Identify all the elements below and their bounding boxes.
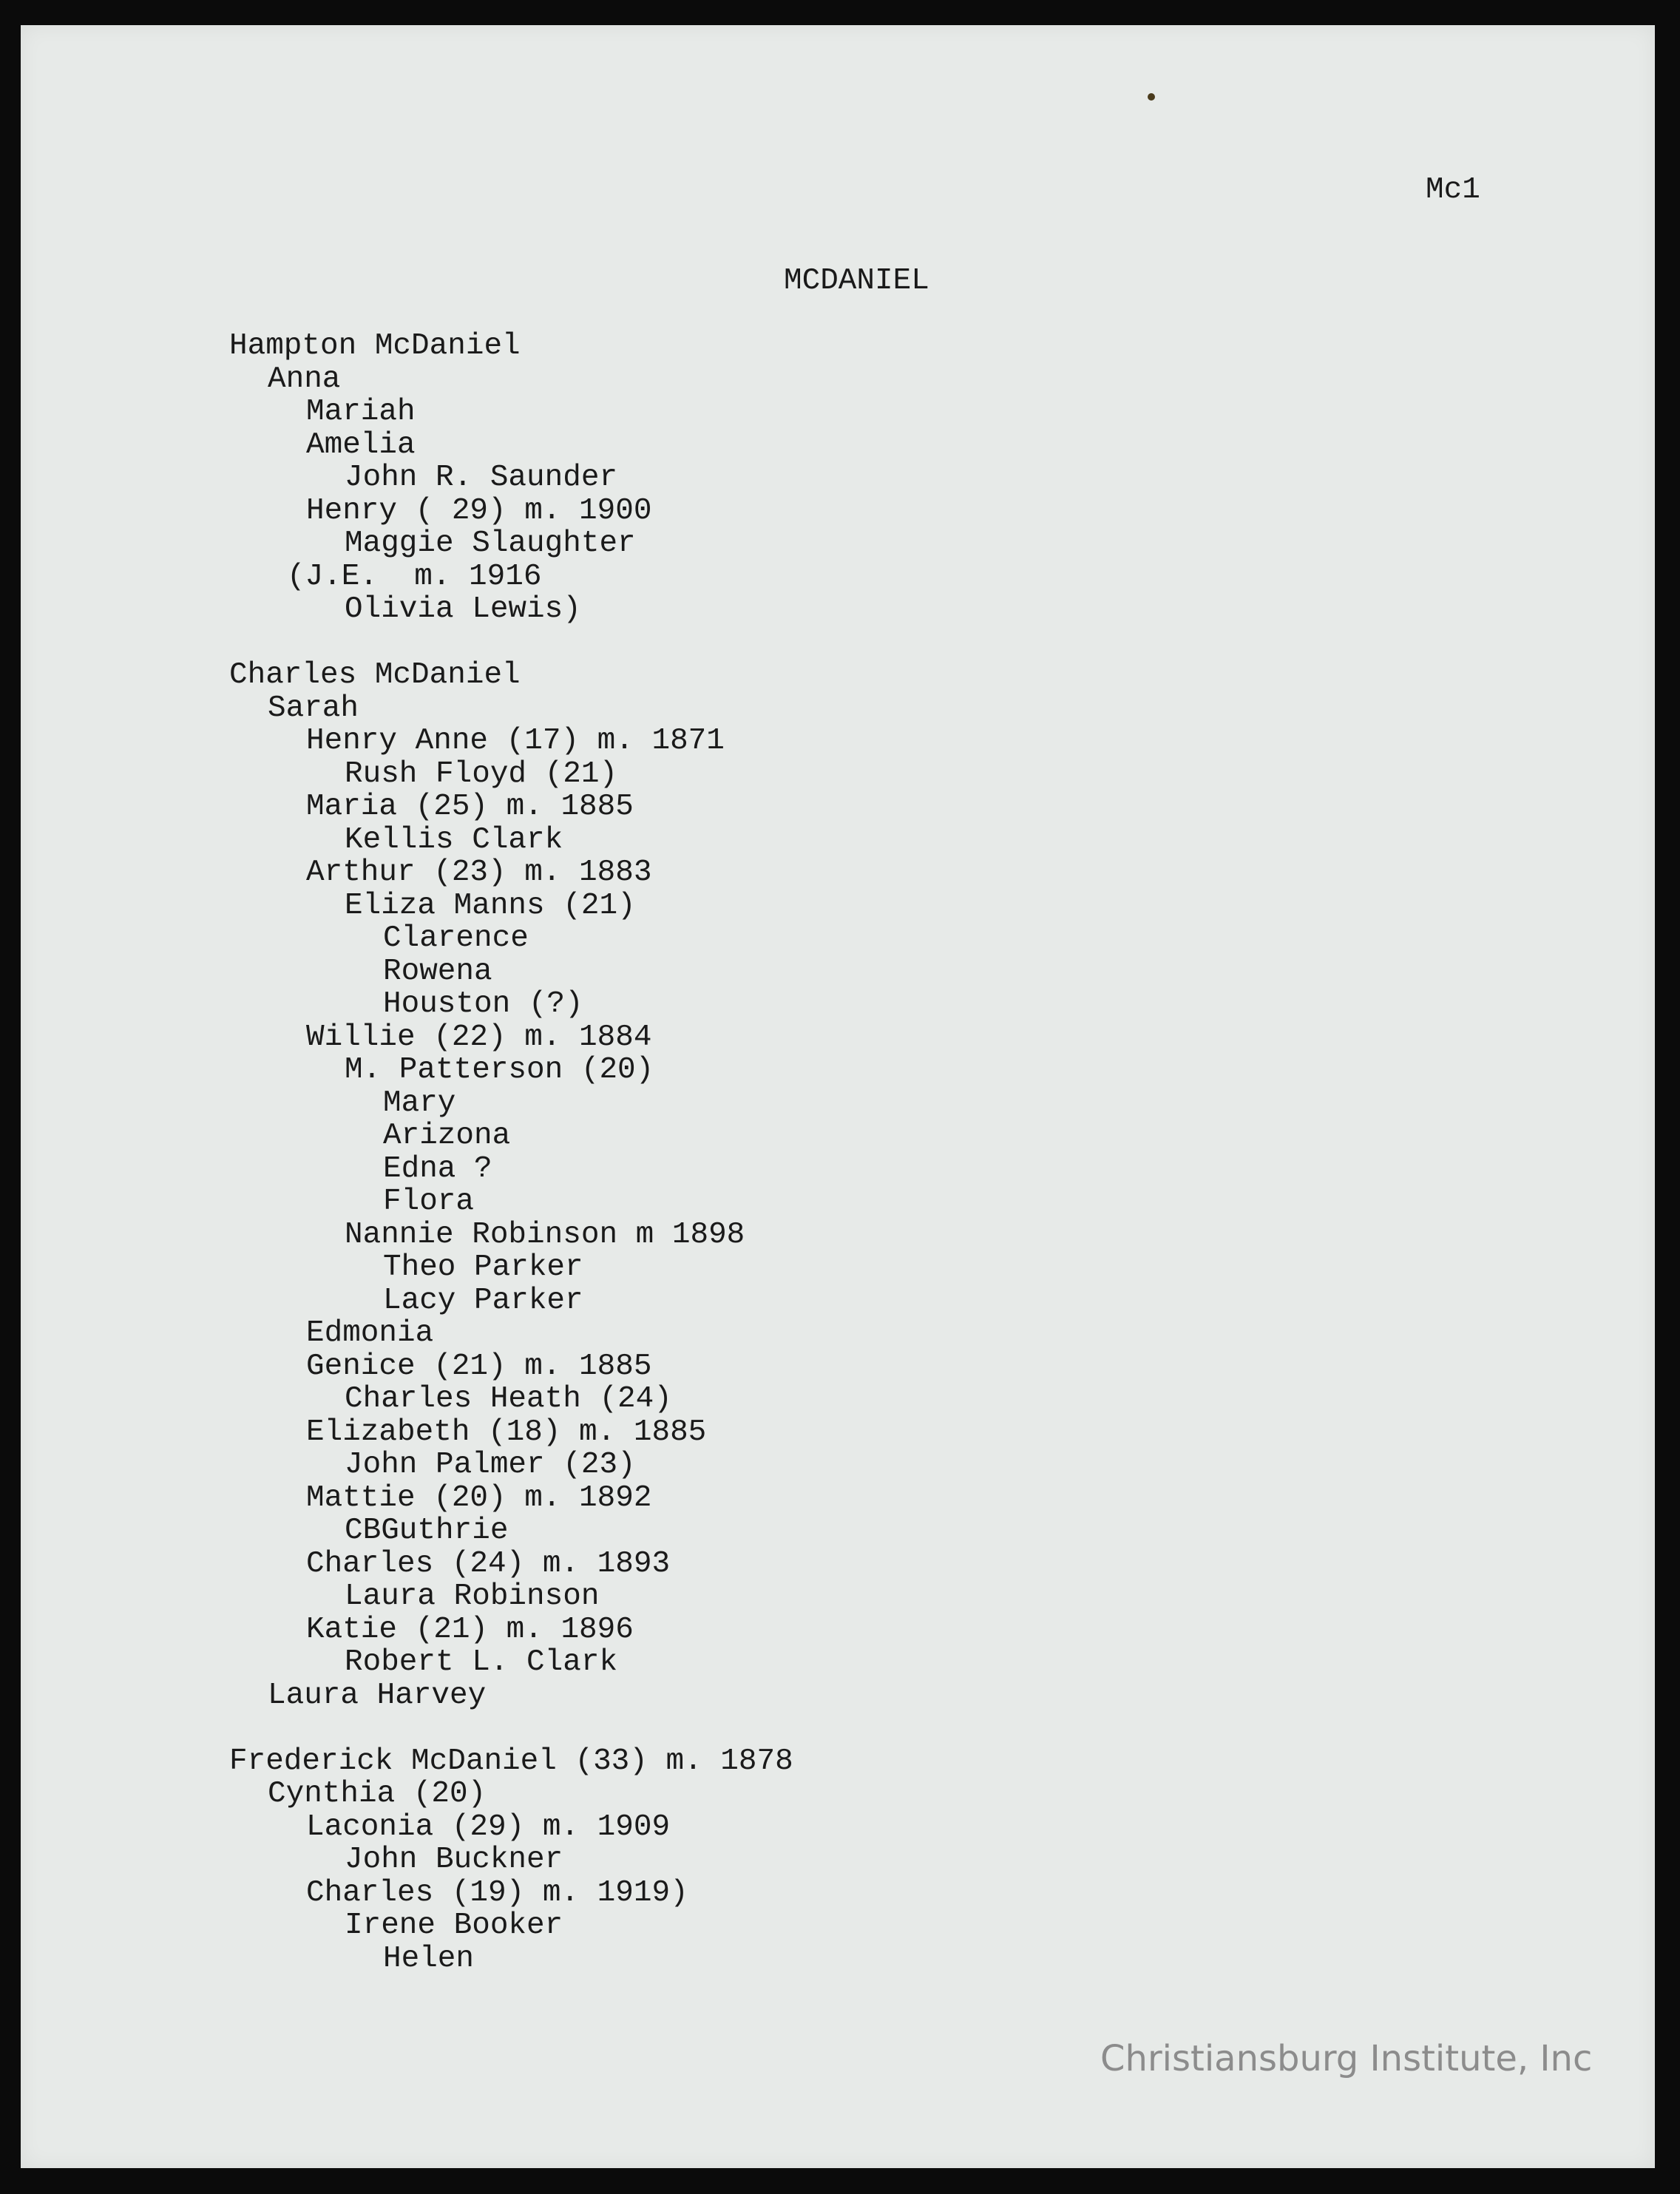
document-page xyxy=(21,25,1655,2168)
watermark: Christiansburg Institute, Inc xyxy=(1100,2038,1593,2079)
genealogy-line: CBGuthrie xyxy=(345,1514,509,1548)
genealogy-line: Amelia xyxy=(306,427,416,462)
genealogy-line: Maria (25) m. 1885 xyxy=(306,790,634,824)
genealogy-line: Edna ? xyxy=(383,1151,492,1186)
genealogy-line: Henry Anne (17) m. 1871 xyxy=(306,724,725,758)
genealogy-line: Anna xyxy=(268,362,341,396)
genealogy-line: Edmonia xyxy=(306,1316,434,1350)
genealogy-line: Laura Robinson xyxy=(345,1580,600,1614)
genealogy-line: Katie (21) m. 1896 xyxy=(306,1612,634,1647)
genealogy-line: Rush Floyd (21) xyxy=(345,756,618,791)
genealogy-line: Flora xyxy=(383,1185,475,1219)
genealogy-line: Houston (?) xyxy=(383,987,583,1021)
genealogy-line: Charles (19) m. 1919) xyxy=(306,1875,688,1910)
genealogy-line: Charles (24) m. 1893 xyxy=(306,1546,671,1581)
genealogy-line: Maggie Slaughter xyxy=(345,527,636,561)
genealogy-line: John R. Saunder xyxy=(345,461,618,495)
genealogy-line: Henry ( 29) m. 1900 xyxy=(306,493,652,528)
family-head-line: Frederick McDaniel (33) m. 1878 xyxy=(229,1744,793,1778)
genealogy-line: Theo Parker xyxy=(383,1250,583,1284)
genealogy-line: M. Patterson (20) xyxy=(345,1053,654,1087)
genealogy-line: Helen xyxy=(383,1941,475,1976)
family-separator xyxy=(229,626,793,660)
genealogy-line: Elizabeth (18) m. 1885 xyxy=(306,1415,707,1449)
genealogy-line: Rowena xyxy=(383,954,492,989)
genealogy-line: Kellis Clark xyxy=(345,822,563,857)
genealogy-line: Olivia Lewis) xyxy=(345,592,581,626)
genealogy-line: Laura Harvey xyxy=(268,1678,487,1713)
genealogy-line: Irene Booker xyxy=(345,1909,563,1943)
genealogy-line: Mary xyxy=(383,1086,456,1120)
genealogy-line: Sarah xyxy=(268,691,359,725)
genealogy-line: Clarence xyxy=(383,921,529,955)
genealogy-line: Charles Heath (24) xyxy=(345,1382,672,1416)
genealogy-line: Arthur (23) m. 1883 xyxy=(306,856,652,890)
page-number: Mc1 xyxy=(1426,173,1480,207)
genealogy-line: Willie (22) m. 1884 xyxy=(306,1020,652,1054)
genealogy-line: Nannie Robinson m 1898 xyxy=(345,1217,745,1252)
genealogy-line: Laconia (29) m. 1909 xyxy=(306,1809,671,1844)
genealogy-line: Mariah xyxy=(306,395,416,429)
family-separator xyxy=(229,1712,793,1745)
ink-speck xyxy=(1148,93,1155,101)
genealogy-line: Arizona xyxy=(383,1119,511,1153)
page-title: MCDANIEL xyxy=(784,264,929,298)
family-head-line: Hampton McDaniel xyxy=(229,329,521,363)
genealogy-line: Lacy Parker xyxy=(383,1283,583,1318)
genealogy-line: Genice (21) m. 1885 xyxy=(306,1349,652,1384)
genealogy-line: Robert L. Clark xyxy=(345,1645,618,1679)
genealogy-line: John Buckner xyxy=(345,1843,563,1877)
genealogy-line: Mattie (20) m. 1892 xyxy=(306,1480,652,1515)
genealogy-line: (J.E. m. 1916 xyxy=(287,559,542,594)
family-head-line: Charles McDaniel xyxy=(229,658,521,692)
genealogy-line: Cynthia (20) xyxy=(268,1777,487,1811)
genealogy-line: John Palmer (23) xyxy=(345,1448,636,1482)
genealogy-line: Eliza Manns (21) xyxy=(345,888,636,923)
genealogy-list xyxy=(229,330,793,1975)
